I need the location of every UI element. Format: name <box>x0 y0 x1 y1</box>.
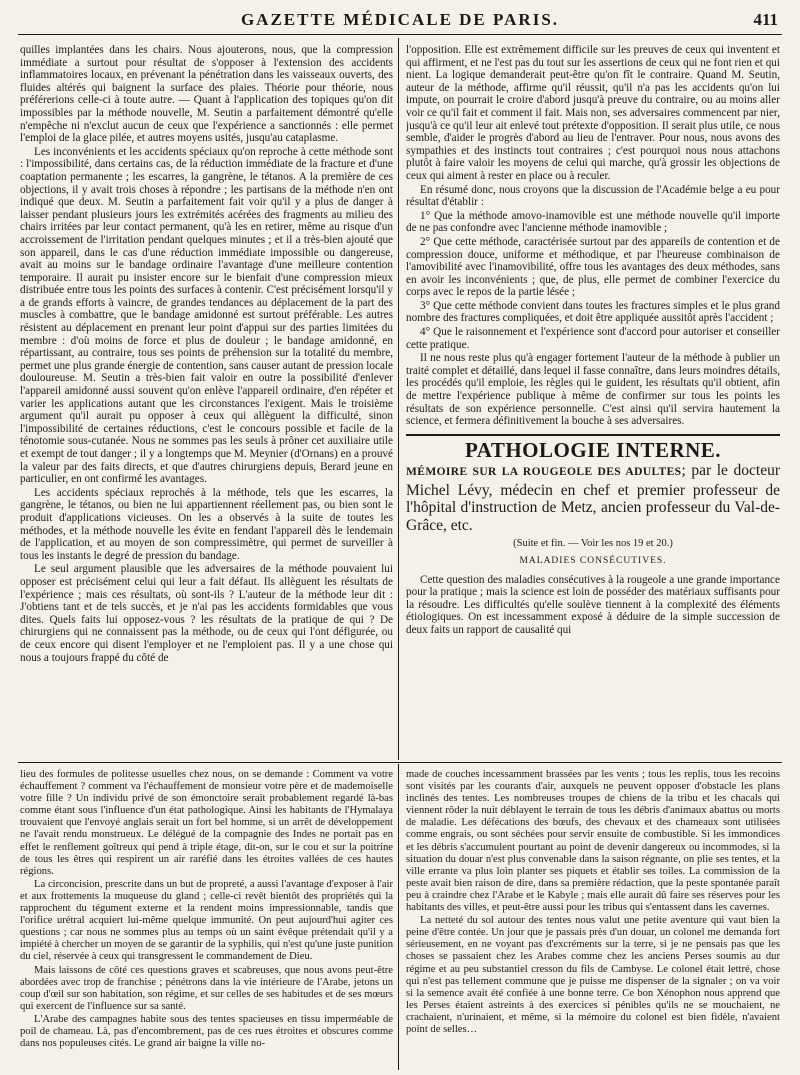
header-rule <box>18 34 782 35</box>
journal-title: GAZETTE MÉDICALE DE PARIS. <box>240 10 560 29</box>
paragraph: Les inconvénients et les accidents spéciaux qu'on reproche à cette méthode sont : l'impossibilité, dans certains cas, de la réduction immédiate de la fracture et d'une coaptation permanente ; les escarres, la gangrène, le tétanos. A la première de ces objections, il y avait trois choses à répondre ; les partisans de la méthode n'en ont indiqué que deux. M. Seutin a parfaitement fait voir qu'il y a plus de danger à laisser pendant plusieurs jours les extrémités acérées des fragments au milieu des chairs irritées par leur contact permanent, qu'à les en retirer, même au risque d'un accroissement de l'irritation pendant quelques minutes ; et il a très-bien ajouté que son appareil, dans le cas d'une réduction immédiate impossible ou dangereuse, avait au moins sur le bandage ordinaire l'avantage d'une meilleure contention temporaire. Il aurait pu insister encore sur le bienfait d'une compression mieux distribuée entre tous les points des surfaces à contenir. C'est précisément lorsqu'il y a de grands efforts à vaincre, de grandes tendances au déplacement de la part des muscles à combattre, que le bandage amidonné est surtout préférable. Les autres résistent au déplacement en prenant leur point d'appui sur des parties limitées du membre : d'où moins de force et plus de douleur ; le bandage amidonné, en répartissant, au contraire, tous ses points de préhension sur la totalité du membre, permet une plus grande énergie de contention, sans causer autant de pression locale douloureuse. M. Seutin a très-bien fait valoir en outre la possibilité d'enlever l'appareil amidonné aussi souvent qu'on enlève l'appareil ordinaire, d'en répéter et varier les applications autant que les circonstances l'exigent. Mais le troisième argument qu'il aurait pu opposer à ceux qui allèguent la difficulté, sinon l'impossibilité de certaines réductions, c'est le concours possible et facile de la ténotomie sous-cutanée. Nous ne sommes pas les seuls à prôner cet auxiliaire utile et exempt de tout danger ; il y a longtemps que M. Meynier (d'Ornans) en a prouvé la valeur par des faits directs, et que d'autres chirurgiens depuis, Berard jeune en particulier, en ont confirmé les avantages. <box>20 145 393 486</box>
paragraph: Mais laissons de côté ces questions graves et scabreuses, que nous avons peut-être abordées avec trop de franchise ; pénétrons dans la vie intérieure de l'Arabe, jetons un coup d'œil sur son habitation, son régime, et sur celles de ses habitudes et de ses mœurs qui exercent de l'influence sur sa santé. <box>20 964 393 1012</box>
list-item: 2° Que cette méthode, caractérisée surtout par des appareils de contention et de compression douce, uniforme et méthodique, et par l'heureuse combinaison de l'amovibilité avec l'inamovibilité, offre tous les avantages des deux méthodes, sans en avoir les inconvénients ; que, de plus, elle permet de combiner l'exercice du corps avec le repos de la partie lésée ; <box>406 235 780 299</box>
memoir-author: ; par le docteur Michel Lévy, médecin en chef et premier professeur de l'hôpital d'instruction de Metz, ancien professeur du Val-de-Grâce, etc. <box>406 462 780 534</box>
paragraph: Il ne nous reste plus qu'à engager fortement l'auteur de la méthode à publier un traité complet et détaillé, dans lequel il fasse connaître, dans leurs moindres détails, les procédés qu'il emploie, les règles qui le guident, les résultats qu'il obtient, afin de mettre l'expérience publique à même de confirmer sur tous les points les résultats de son expérience personnelle. C'est ainsi qu'il servira hautement la science, et fermera définitivement la bouche à ses adversaires. <box>406 352 780 428</box>
section-title: PATHOLOGIE INTERNE. <box>464 437 722 462</box>
memoir-title <box>406 462 780 534</box>
paragraph: La netteté du sol autour des tentes nous valut une petite aventure qui vaut bien la peine d'être contée. Un jour que je passais près d'un douar, un colonel me demanda fort sérieusement, en ne voyant pas d'excréments sur la terre, si je ne pensais pas que les choses se passaient chez les Arabes comme chez les anciens Perses soumis au dur régime et au peu substantiel cresson du fils de Cambyse. Le colonel était lettré, chose qui n'est pas tellement commune que je puisse me dispenser de la signaler ; on va voir si la semence avait été confiée à une bonne terre. Ce bon Xénophon nous apprend que les Perses étaient astreints à des exercices si pénibles qu'ils ne se mouchaient, ne crachaient, n'urinaient, et même, si la mémoire du colonel est bien fidèle, n'avaient point de selles… <box>406 915 780 1035</box>
top-left-column <box>20 44 393 754</box>
section-rule <box>406 434 780 436</box>
paragraph: lieu des formules de politesse usuelles chez nous, on se demande : Comment va votre échauffement ? comment va l'échauffement de monsieur votre père et de mademoiselle votre fille ? Un individu privé de son émonctoire serait probablement regardé là-bas comme étant sous l'influence d'un état pathologique. Ainsi les habitants de l'Hymalaya trouvaient que l'envoyé anglais serait un fort bel homme, si un arrêt de développement ne l'avait rendu monstrueux. Le délégué de la compagnie des Indes ne portait pas en effet le renflement goîtreux qui pend à triple étage, dit-on, sur le cou et sur la poitrine de tous les êtres qui respirent un air raréfié dans les étroites vallées de ces hautes régions. <box>20 769 393 877</box>
top-right-column <box>406 44 780 754</box>
memoir-lead: MÉMOIRE SUR LA ROUGEOLE DES ADULTES <box>406 466 682 479</box>
list-item: 3° Que cette méthode convient dans toutes les fractures simples et le plus grand nombre des fractures compliquées, et doit être appliquée aussitôt après l'accident ; <box>406 299 780 325</box>
paragraph: made de couches incessamment brassées par les vents ; tous les replis, tous les recoins sont visités par les courants d'air, auxquels ne peuvent opposer d'obstacle les plans inclinés des tentes. Les nombreuses troupes de chiens de la tribu et les chacals qui viennent rôder la nuit déblayent le terrain de tous les débris d'animaux abattus ou morts de maladie. Les défécations des bœufs, des chevaux et des chameaux sont utilisées comme engrais, ou sont séchées pour servir ensuite de combustible. Si les immondices et les débris s'accumulent pourtant au point de devenir dangereux ou incommodes, si la situation du douar n'est plus convenable dans la saison régnante, on plie ses tentes, et la ville errante va plus loin planter ses piquets et établir ses toiles. La commission de la peste avait bien raison de dire, dans sa première rédaction, que la peste spontanée paraît peu à craindre chez l'Arabe et le Kabyle ; mais elle aurait dû faire ses réserves pour les habitants des villes, et peut-être aussi pour les tribus qui s'entassent dans les cavernes. <box>406 769 780 914</box>
column-divider <box>398 38 399 760</box>
horizontal-divider <box>18 762 782 763</box>
continuation-note: (Suite et fin. — Voir les nos 19 et 20.) <box>513 538 673 550</box>
bottom-left-column <box>20 769 393 1071</box>
list-item: 4° Que le raisonnement et l'expérience sont d'accord pour autoriser et conseiller cette pratique. <box>406 326 780 351</box>
page-header <box>0 0 800 40</box>
paragraph: L'Arabe des campagnes habite sous des tentes spacieuses en tissu imperméable de poil de chameau. Là, pas d'encombrement, pas de ces rues étroites et obscures comme dans nos populeuses cités. Le grand air baigne la ville no- <box>20 1013 393 1050</box>
page-number: 411 <box>753 10 778 29</box>
list-item: 1° Que la méthode amovo-inamovible est une méthode nouvelle qu'il importe de ne pas confondre avec l'ancienne méthode inamovible ; <box>406 209 780 235</box>
paragraph: quilles implantées dans les chairs. Nous ajouterons, nous, que la compression immédiate a surtout pour résultat de s'opposer à l'extension des accidents inflammatoires locaux, en prévenant la pénétration dans les vaisseaux ouverts, des fluides altérés qui baignent la surface des plaies. Théorie pour théorie, nous préférerions celle-ci à toute autre. — Quant à l'application des topiques qu'on dit impossibles par la méthode nouvelle, M. Seutin a parfaitement démontré qu'elle n'empêche ni n'exclut aucun de ceux que l'expérience a sanctionnés : elle permet l'emploi de la glace pilée, et autres moyens usités, jusqu'au cataplasme. <box>20 44 393 145</box>
paragraph: Le seul argument plausible que les adversaires de la méthode pouvaient lui opposer est précisément celui qui leur a fait défaut. Ils allèguent les résultats de l'expérience ; mais ces résultats, où sont-ils ? L'auteur de la méthode leur dit : J'obtiens tant et de tels succès, et je n'ai pas les accidents formidables que vous dites. Quels faits lui opposez-vous ? les résultats de la pratique de qui ? De chirurgiens qui ne connaissent pas la méthode, ou de ceux qui l'ont défigurée, ou de ceux encore qui disent l'employer et ne l'emploient pas. Il y a une chose qui nous a toujours frappé du côté de <box>20 563 393 664</box>
paragraph: La circoncision, prescrite dans un but de propreté, a aussi l'avantage d'exposer à l'air et aux frottements la muqueuse du gland ; celle-ci revêt bientôt des propriétés qui la rapprochent du tégument externe et la rendent moins impressionnable, tandis que l'orifice urétral acquiert lui-même quelque immunité. On peut aujourd'hui agiter ces questions ; car nous ne sommes plus au temps où un saint évêque prétendait qu'il y a impiété à chercher un moyen de se garantir de la syphilis, qui n'est qu'une juste punition du ciel, réservée à ceux qui transgressent le commandement de Dieu. <box>20 878 393 963</box>
column-divider-lower <box>398 764 399 1070</box>
bottom-right-column <box>406 769 780 1071</box>
paragraph: Les accidents spéciaux reprochés à la méthode, tels que les escarres, la gangrène, le tétanos, ou bien ne lui appartiennent réellement pas, ou bien sont le produit d'applications vicieuses. On les a observés à la suite de toutes les méthodes, et la méthode nouvelle les évite en fendant l'appareil dès le lendemain de l'application, et au moyen de son compressimètre, qui permet de surveiller à tous les instants le degré de pression du bandage. <box>20 486 393 562</box>
paragraph: l'opposition. Elle est extrêmement difficile sur les preuves de ceux qui inventent et qui affirment, et ne l'est pas du tout sur les assertions de ceux qui ne font rien et qui nient. La logique demanderait peut-être qu'on fît le contraire. Quand M. Seutin, auteur de la méthode, affirme qu'il réussit, qu'il n'a pas les accidents qu'on lui impute, on pourrait le croire d'abord jusqu'à preuve du contraire, ou au moins aller voir ce qu'il fait et comment il fait. Mais non, ses adversaires commencent par nier, jusqu'à ce qu'il leur ait enlevé tout prétexte d'opposition. Il serait plus utile, ce nous semble, d'aider le progrès d'abord au lieu de l'entraver. Pour nous, nous avons des sympathies et des instincts tout contraires ; c'est pourquoi nous nous attachons plutôt à faire valoir les moyens de celui qui marche, qu'à grossir les objections de ceux qui aiment à rester en place ou à reculer. <box>406 44 780 182</box>
paragraph: Cette question des maladies consécutives à la rougeole a une grande importance pour la pratique ; mais la science est loin de posséder des matériaux suffisants pour la résoudre. Les difficultés qu'elle soulève tiennent à la complexité des éléments étiologiques. On est incessamment exposé à déduire de la simple succession de deux faits un rapport de causalité qui <box>406 573 780 636</box>
subsection-title: MALADIES CONSÉCUTIVES. <box>519 556 667 566</box>
paragraph: En résumé donc, nous croyons que la discussion de l'Académie belge a eu pour résultat d'établir : <box>406 183 780 209</box>
conclusion-list <box>406 210 780 352</box>
